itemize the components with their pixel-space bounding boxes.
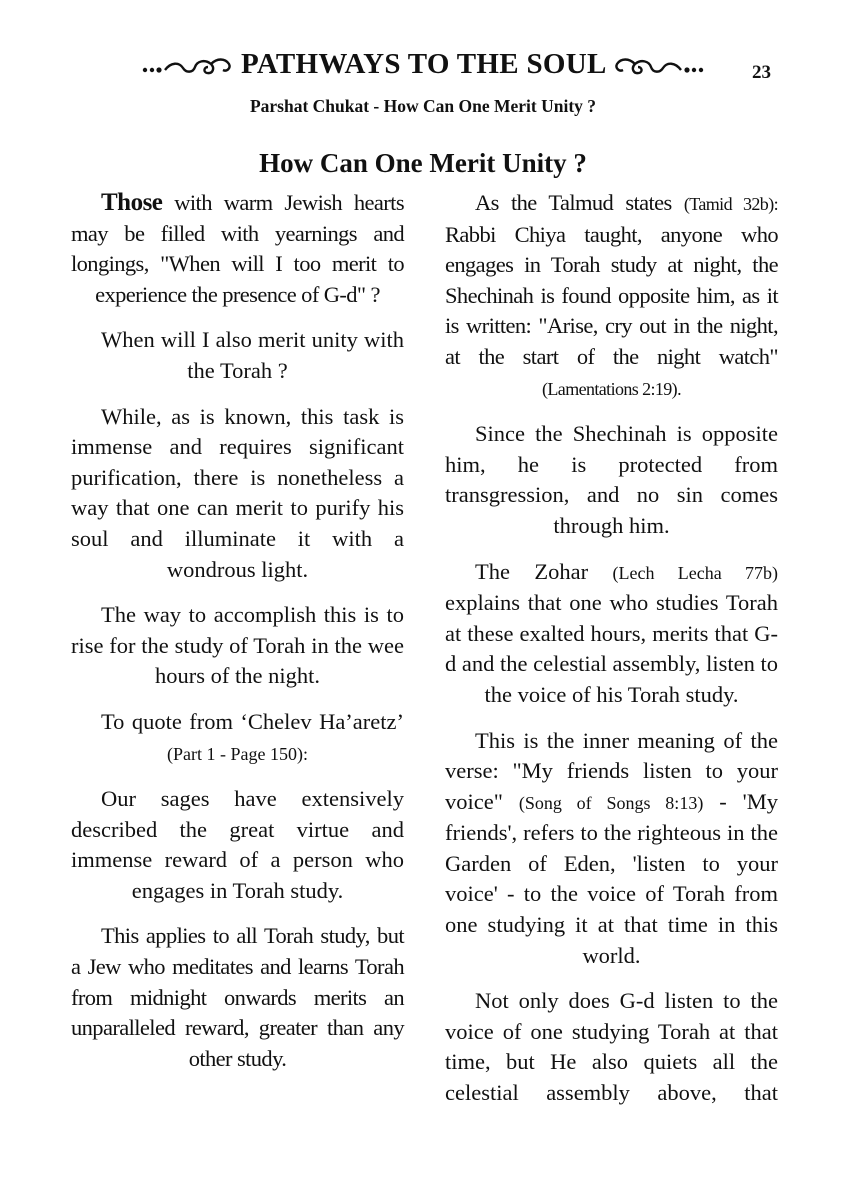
article-title: How Can One Merit Unity ?	[259, 148, 587, 178]
left-column	[71, 188, 404, 1089]
header-title-line	[0, 48, 846, 81]
header-title: PATHWAYS TO THE SOUL	[240, 48, 606, 80]
citation: (Lech Lecha 77b)	[612, 562, 778, 583]
paragraph: This is the inner meaning of the verse: "My friends listen to your voice" (Song of Songs 8:13) - 'My friends', refers to the righteous in the Garden of Eden, 'listen to your voice' - to the voice of Torah from one studying it at that time in this world.	[445, 727, 778, 968]
lead-word: Those	[101, 189, 163, 216]
paragraph: Since the Shechinah is opposite him, he is protected from transgression, and no sin comes through him.	[445, 421, 778, 538]
page-number: 23	[752, 62, 771, 83]
citation: (Part 1 - Page 150):	[167, 743, 308, 764]
running-subtitle: Parshat Chukat - How Can One Merit Unity ?	[249, 96, 597, 116]
citation: (Song of Songs 8:13)	[518, 792, 704, 813]
paragraph: The way to accomplish this is to rise for the study of Torah in the wee hours of the night.	[71, 602, 404, 689]
paragraph: While, as is known, this task is immense and requires significant purification, there is nonetheless a way that one can merit to purify his soul and illuminate it with a wondrous light.	[71, 403, 404, 582]
paragraph: Not only does G-d listen to the voice of one studying Torah at that time, but He also quiets all the celestial assembly above, that	[445, 988, 778, 1106]
paragraph: The Zohar (Lech Lecha 77b) explains that one who studies Torah at these exalted hours, merits that G-d and the celestial assembly, listen to the voice of his Torah study.	[445, 558, 778, 707]
paragraph: When will I also merit unity with the Torah ?	[101, 327, 404, 383]
citation: (Lamentations 2:19).	[542, 378, 681, 399]
right-column	[445, 188, 778, 1109]
running-header	[0, 48, 846, 92]
paragraph: Those with warm Jewish hearts may be filled with yearnings and longings, "When will I too merit to experience the presence of G-d" ?	[71, 189, 404, 307]
paragraph: To quote from ‘Chelev Ha’aretz’ (Part 1 - Page 150):	[101, 708, 404, 764]
paragraph: Our sages have extensively described the great virtue and immense reward of a person who engages in Torah study.	[71, 786, 404, 903]
right-ornament-icon	[613, 54, 705, 78]
left-ornament-icon	[141, 54, 233, 78]
citation: (Tamid 32b):	[683, 194, 778, 214]
paragraph: As the Talmud states (Tamid 32b): Rabbi Chiya taught, anyone who engages in Torah study at night, the Shechinah is found opposite him, as it is written: "Arise, cry out in the night, at the start of the night watch" (Lamentations 2:19).	[445, 190, 778, 399]
paragraph: This applies to all Torah study, but a Jew who meditates and learns Torah from midnight onwards merits an unparalleled reward, greater than any other study.	[71, 923, 404, 1071]
